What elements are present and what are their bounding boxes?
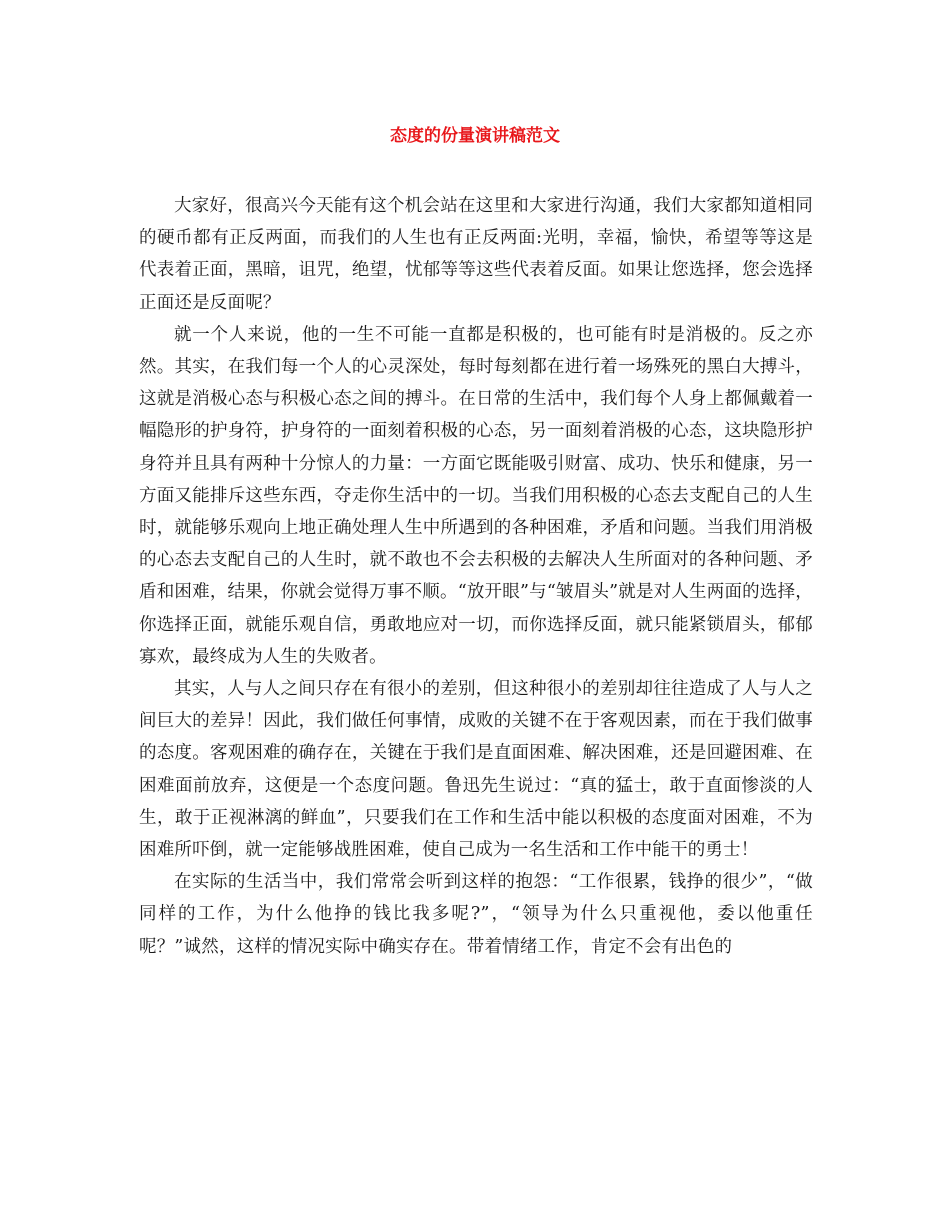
document-title: 态度的份量演讲稿范文	[390, 126, 560, 146]
paragraph-1: 大家好，很高兴今天能有这个机会站在这里和大家进行沟通，我们大家都知道相同的硬币都有正反两面，而我们的人生也有正反两面:光明，幸福，愉快，希望等等这是代表着正面，黑暗，诅咒，绝望，忧郁等等这些代表着反面。如果让您选择，您会选择正面还是反面呢？	[139, 196, 813, 313]
paragraph-4: 在实际的生活当中，我们常常会听到这样的抱怨：“工作很累，钱挣的很少”，“做同样的工作，为什么他挣的钱比我多呢?”，“领导为什么只重视他，委以他重任呢？”诚然，这样的情况实际中确实存在。带着情绪工作，肯定不会有出色的	[139, 872, 813, 957]
paragraph-2: 就一个人来说，他的一生不可能一直都是积极的，也可能有时是消极的。反之亦然。其实，在我们每一个人的心灵深处，每时每刻都在进行着一场殊死的黑白大搏斗，这就是消极心态与积极心态之间的搏斗。在日常的生活中，我们每个人身上都佩戴着一幅隐形的护身符，护身符的一面刻着积极的心态，另一面刻着消极的心态，这块隐形护身符并且具有两种十分惊人的力量：一方面它既能吸引财富、成功、快乐和健康，另一方面又能排斥这些东西，夺走你生活中的一切。当我们用积极的心态去支配自己的人生时，就能够乐观向上地正确处理人生中所遇到的各种困难，矛盾和问题。当我们用消极的心态去支配自己的人生时，就不敢也不会去积极的去解决人生所面对的各种问题、矛盾和困难，结果，你就会觉得万事不顺。“放开眼”与“皱眉头”就是对人生两面的选择，你选择正面，就能乐观自信，勇敢地应对一切，而你选择反面，就只能紧锁眉头，郁郁寡欢，最终成为人生的失败者。	[139, 324, 813, 667]
paragraph-3: 其实，人与人之间只存在有很小的差别，但这种很小的差别却往往造成了人与人之间巨大的差异！因此，我们做任何事情，成败的关键不在于客观因素，而在于我们做事的态度。客观困难的确存在，关键在于我们是直面困难、解决困难，还是回避困难、在困难面前放弃，这便是一个态度问题。鲁迅先生说过：“真的猛士，敢于直面惨淡的人生，敢于正视淋漓的鲜血”，只要我们在工作和生活中能以积极的态度面对困难，不为困难所吓倒，就一定能够战胜困难，使自己成为一名生活和工作中能干的勇士！	[139, 679, 813, 861]
document-body	[139, 190, 813, 963]
